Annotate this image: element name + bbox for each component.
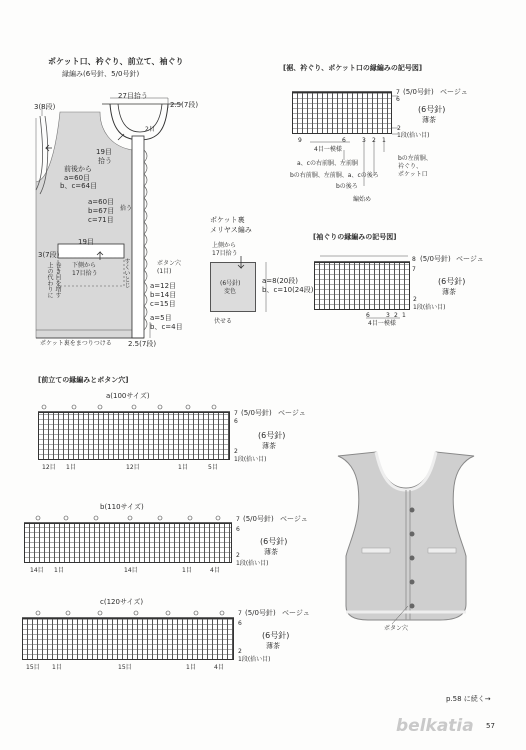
sleeve-col-3: 3 <box>386 312 390 319</box>
sleeve-col-2: 2 <box>394 312 398 319</box>
band-a-color-beige: ベージュ <box>278 409 306 417</box>
label-2-5-top: 2.5(7段) <box>170 101 199 109</box>
pocket-top-count: 17目拾う <box>212 250 238 257</box>
band-b-color-beige: ベージュ <box>280 515 308 523</box>
label-c71: c=71目 <box>88 216 114 224</box>
neck-note-right-3: ポケット口 <box>398 171 428 178</box>
pocket-color: 変色 <box>224 288 237 295</box>
band-b-count-1: 14目 <box>30 567 44 574</box>
page-number: 57 <box>486 722 495 730</box>
band-a-needle-5-0: (5/0号針) <box>241 409 272 417</box>
sleeve-row-8: 8 <box>412 256 416 263</box>
neck-col-2: 2 <box>372 137 376 144</box>
sleeve-col-6: 6 <box>366 312 370 319</box>
band-b-count-3: 14目 <box>124 567 138 574</box>
neck-row-2: 2 <box>397 125 401 132</box>
pocket-needle: (6号針) <box>220 280 241 287</box>
band-b-count-5: 4目 <box>210 567 220 574</box>
pocket-title: ポケット裏 <box>210 216 245 224</box>
band-a-row-6: 6 <box>234 418 238 425</box>
band-b-row-1: 1段(拾い目) <box>236 560 269 567</box>
neck-row-1: 1段(拾い目) <box>397 132 430 139</box>
label-lower-side: 下側から <box>72 262 97 269</box>
band-a-count-3: 12目 <box>126 464 140 471</box>
band-b-row-6: 6 <box>236 526 240 533</box>
band-c-count-3: 15目 <box>118 664 132 671</box>
label-a5: a=5目 <box>150 314 172 322</box>
band-b-color-brown: 薄茶 <box>264 548 278 556</box>
label-2-5-bottom: 2.5(7段) <box>128 340 157 348</box>
label-front-back: 前後から <box>64 165 92 173</box>
band-b-needle-5-0: (5/0号針) <box>243 515 274 523</box>
sleeve-color-beige: ベージュ <box>456 255 484 263</box>
sleeve-row-2: 2 <box>413 296 417 303</box>
label-pick-up: 拾う <box>98 157 112 165</box>
pocket-top-from: 上側から <box>212 242 237 249</box>
label-27-stitches: 27目拾う <box>118 92 148 100</box>
label-bc4: b、c=4目 <box>150 323 183 331</box>
neck-color-beige: ベージュ <box>440 88 468 96</box>
band-c-count-5: 4目 <box>214 664 224 671</box>
label-2-stitches: 2目 <box>145 126 155 133</box>
label-b67: b=67目 <box>88 207 115 215</box>
neck-row-6: 6 <box>396 96 400 103</box>
band-b-row-7: 7 <box>236 516 240 523</box>
pocket-subtitle: メリヤス編み <box>210 226 252 234</box>
label-b14: b=14目 <box>150 291 177 299</box>
pocket-length-a: a=8(20段) <box>262 277 298 285</box>
size-b-label: b(110サイズ) <box>100 503 144 511</box>
neck-chart-title: [裾、衿ぐり、ポケット口の縁編みの記号図] <box>283 64 423 72</box>
main-diagram-subtitle: 縁編み(6号針、5/0号針) <box>62 70 140 78</box>
band-a-row-7: 7 <box>234 410 238 417</box>
neck-note-b: bの右前胴、左前胴、a、cの後ろ <box>290 172 379 179</box>
neck-col-6: 6 <box>342 137 346 144</box>
neck-color-brown: 薄茶 <box>422 116 436 124</box>
sleeve-needle-5-0: (5/0号針) <box>420 255 451 263</box>
sleeve-needle-6: (6号針) <box>438 277 466 286</box>
band-b-needle-6: (6号針) <box>260 537 288 546</box>
band-a-color-brown: 薄茶 <box>262 442 276 450</box>
band-b-count-4: 1目 <box>182 567 192 574</box>
label-a60-front: a=60目 <box>88 198 115 206</box>
neck-needle-5-0: (5/0号針) <box>403 88 434 96</box>
band-a-row-2: 2 <box>234 448 238 455</box>
neck-col-9: 9 <box>298 137 302 144</box>
label-side-seam: すくいとじ <box>123 258 130 288</box>
band-b-row-2: 2 <box>236 552 240 559</box>
size-c-label: c(120サイズ) <box>100 598 144 606</box>
label-side-note2: 巻き目を増す <box>54 262 61 298</box>
band-c-count-2: 1目 <box>52 664 62 671</box>
label-buttonhole: ボタン穴 <box>157 260 182 267</box>
label-3-8dan: 3(8段) <box>34 103 56 111</box>
label-buttonhole-count: (1目) <box>157 268 172 275</box>
neck-note-right-1: bの左前胴、 <box>398 155 432 162</box>
band-c-count-4: 1目 <box>186 664 196 671</box>
front-band-title: [前立ての縁編みとボタン穴] <box>38 376 129 384</box>
label-19b: 19目 <box>78 238 94 246</box>
watermark: belkatia <box>396 716 474 736</box>
band-c-row-2: 2 <box>238 648 242 655</box>
pocket-bind-off: 伏せる <box>214 318 233 325</box>
band-c-needle-6: (6号針) <box>262 631 290 640</box>
band-c-needle-5-0: (5/0号針) <box>245 609 276 617</box>
band-b-count-2: 1目 <box>54 567 64 574</box>
neck-row-7: 7 <box>396 89 400 96</box>
label-a60: a=60目 <box>64 174 91 182</box>
continue-note: p.58 に続く→ <box>446 695 491 703</box>
sleeve-repeat: 4目一模様 <box>368 320 396 327</box>
label-a12: a=12目 <box>150 282 177 290</box>
label-c15: c=15目 <box>150 300 176 308</box>
band-a-count-1: 12目 <box>42 464 56 471</box>
band-c-color-beige: ベージュ <box>282 609 310 617</box>
band-a-count-5: 5目 <box>208 464 218 471</box>
neck-col-1: 1 <box>382 137 386 144</box>
label-pocket-back-sew: ポケット裏をまつりつける <box>40 340 112 347</box>
label-19-stitches: 19目 <box>96 148 112 156</box>
neck-start: 編始め <box>353 196 372 203</box>
band-a-count-2: 1目 <box>66 464 76 471</box>
sleeve-row-7: 7 <box>412 266 416 273</box>
band-a-needle-6: (6号針) <box>258 431 286 440</box>
neck-note-right-2: 衿ぐり、 <box>398 163 423 170</box>
pocket-length-bc: b、c=10(24段) <box>262 286 314 294</box>
neck-note-ac: a、cの右前胴、左前胴 <box>297 160 358 167</box>
sleeve-color-brown: 薄茶 <box>442 288 456 296</box>
band-c-row-1: 1段(拾い目) <box>238 656 271 663</box>
neck-note-b-back: bの後ろ <box>336 183 358 190</box>
sleeve-chart-title: [袖ぐりの縁編みの記号図] <box>313 233 397 241</box>
band-a-row-1: 1段(拾い目) <box>234 456 267 463</box>
neck-col-3: 3 <box>362 137 366 144</box>
vest-buttonhole-label: ボタン穴 <box>384 625 409 632</box>
band-a-count-4: 1目 <box>178 464 188 471</box>
band-c-row-6: 6 <box>238 620 242 627</box>
label-bc64: b、c=64目 <box>60 182 98 190</box>
label-17-pick: 17目拾う <box>72 270 98 277</box>
band-c-count-1: 15目 <box>26 664 40 671</box>
band-c-color-brown: 薄茶 <box>266 642 280 650</box>
neck-needle-6: (6号針) <box>418 105 446 114</box>
label-side-note1: 上の代わりに <box>46 262 53 298</box>
neck-repeat: 4目一模様 <box>314 146 342 153</box>
sleeve-row-1: 1段(拾い目) <box>413 304 446 311</box>
main-diagram-title: ポケット口、衿ぐり、前立て、袖ぐり <box>48 57 184 66</box>
label-3-7dan: 3(7段) <box>38 251 60 259</box>
sleeve-col-1: 1 <box>402 312 406 319</box>
size-a-label: a(100サイズ) <box>106 392 150 400</box>
label-pick-up-2: 拾う <box>120 205 133 212</box>
band-c-row-7: 7 <box>238 610 242 617</box>
